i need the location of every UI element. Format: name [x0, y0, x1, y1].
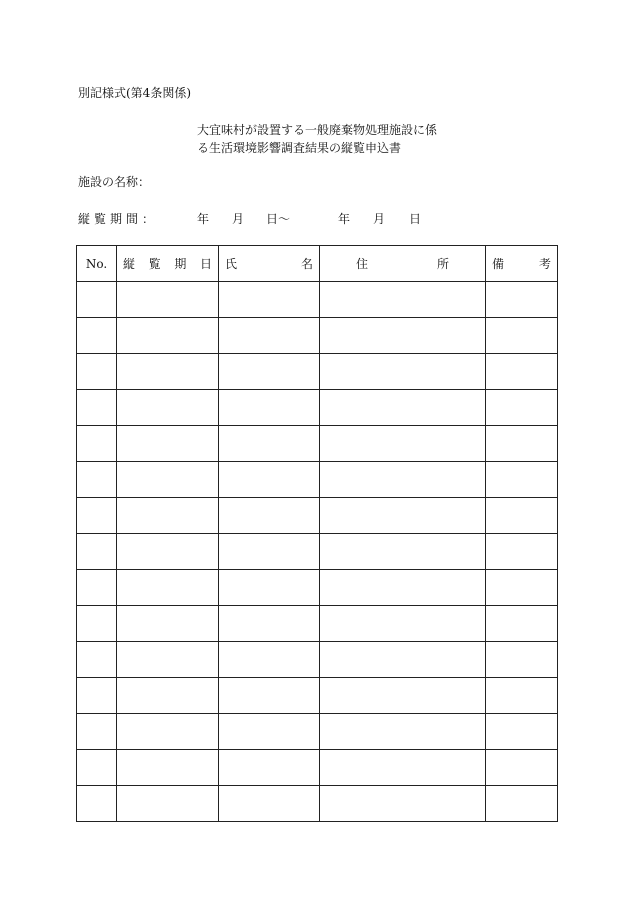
cell-name[interactable]: [219, 606, 320, 642]
header-char: 考: [538, 257, 551, 271]
period-month-2: 月: [373, 212, 386, 226]
header-char: 氏: [225, 257, 238, 271]
table-body: [77, 282, 558, 822]
cell-date[interactable]: [117, 570, 219, 606]
cell-date[interactable]: [117, 462, 219, 498]
table-row: [77, 354, 558, 390]
cell-remarks[interactable]: [486, 426, 558, 462]
cell-date[interactable]: [117, 318, 219, 354]
table-row: [77, 498, 558, 534]
cell-remarks[interactable]: [486, 606, 558, 642]
cell-no[interactable]: [77, 354, 117, 390]
table-row: [77, 786, 558, 822]
table-row: [77, 318, 558, 354]
form-style-label: 別記様式(第4条関係): [78, 86, 191, 100]
cell-date[interactable]: [117, 642, 219, 678]
cell-remarks[interactable]: [486, 498, 558, 534]
cell-no[interactable]: [77, 318, 117, 354]
cell-remarks[interactable]: [486, 318, 558, 354]
cell-no[interactable]: [77, 426, 117, 462]
cell-remarks[interactable]: [486, 390, 558, 426]
table-row: [77, 642, 558, 678]
cell-remarks[interactable]: [486, 282, 558, 318]
cell-name[interactable]: [219, 534, 320, 570]
column-header-name: [219, 246, 320, 282]
table-row: [77, 390, 558, 426]
cell-no[interactable]: [77, 570, 117, 606]
cell-date[interactable]: [117, 534, 219, 570]
cell-date[interactable]: [117, 606, 219, 642]
viewing-period-label: 縦覧期間：: [78, 212, 159, 226]
cell-address[interactable]: [320, 354, 486, 390]
cell-address[interactable]: [320, 570, 486, 606]
column-header-address: [320, 246, 486, 282]
table-row: [77, 606, 558, 642]
column-header-remarks: [486, 246, 558, 282]
header-char: 期: [174, 257, 187, 271]
cell-remarks[interactable]: [486, 678, 558, 714]
cell-date[interactable]: [117, 354, 219, 390]
table-row: [77, 426, 558, 462]
cell-name[interactable]: [219, 786, 320, 822]
cell-address[interactable]: [320, 606, 486, 642]
cell-address[interactable]: [320, 498, 486, 534]
cell-name[interactable]: [219, 678, 320, 714]
cell-remarks[interactable]: [486, 570, 558, 606]
form-title-line-2: る生活環境影響調査結果の縦覧申込書: [197, 141, 402, 155]
cell-remarks[interactable]: [486, 750, 558, 786]
cell-remarks[interactable]: [486, 354, 558, 390]
cell-name[interactable]: [219, 498, 320, 534]
period-day-2: 日: [409, 212, 422, 226]
period-year-2: 年: [338, 212, 351, 226]
cell-remarks[interactable]: [486, 786, 558, 822]
header-char: 名: [300, 257, 313, 271]
cell-name[interactable]: [219, 642, 320, 678]
table-row: [77, 570, 558, 606]
cell-address[interactable]: [320, 462, 486, 498]
cell-date[interactable]: [117, 498, 219, 534]
cell-date[interactable]: [117, 786, 219, 822]
cell-no[interactable]: [77, 462, 117, 498]
cell-date[interactable]: [117, 390, 219, 426]
cell-name[interactable]: [219, 354, 320, 390]
cell-name[interactable]: [219, 426, 320, 462]
cell-date[interactable]: [117, 426, 219, 462]
table-row: [77, 678, 558, 714]
table-row: [77, 750, 558, 786]
header-char: 日: [199, 257, 212, 271]
cell-no[interactable]: [77, 606, 117, 642]
cell-address[interactable]: [320, 282, 486, 318]
cell-no[interactable]: [77, 714, 117, 750]
cell-address[interactable]: [320, 678, 486, 714]
header-char: 住: [356, 257, 369, 271]
cell-date[interactable]: [117, 678, 219, 714]
table-row: [77, 714, 558, 750]
cell-remarks[interactable]: [486, 534, 558, 570]
cell-address[interactable]: [320, 534, 486, 570]
cell-name[interactable]: [219, 318, 320, 354]
header-char: 縦: [123, 257, 136, 271]
column-header-date: [117, 246, 219, 282]
cell-name[interactable]: [219, 462, 320, 498]
cell-name[interactable]: [219, 570, 320, 606]
cell-date[interactable]: [117, 282, 219, 318]
header-char: 備: [492, 257, 505, 271]
cell-remarks[interactable]: [486, 642, 558, 678]
cell-no[interactable]: [77, 534, 117, 570]
cell-no[interactable]: [77, 390, 117, 426]
cell-address[interactable]: [320, 750, 486, 786]
cell-address[interactable]: [320, 318, 486, 354]
table-row: [77, 534, 558, 570]
cell-address[interactable]: [320, 714, 486, 750]
period-year-1: 年: [197, 212, 210, 226]
cell-name[interactable]: [219, 750, 320, 786]
cell-no[interactable]: [77, 750, 117, 786]
cell-address[interactable]: [320, 642, 486, 678]
cell-remarks[interactable]: [486, 714, 558, 750]
cell-name[interactable]: [219, 282, 320, 318]
period-month-1: 月: [232, 212, 245, 226]
cell-name[interactable]: [219, 714, 320, 750]
period-day-1: 日～: [266, 212, 291, 226]
application-table: [76, 245, 558, 822]
facility-name-label: 施設の名称：: [78, 175, 151, 189]
cell-name[interactable]: [219, 390, 320, 426]
cell-no[interactable]: [77, 282, 117, 318]
cell-no[interactable]: [77, 642, 117, 678]
table-header-row: [77, 246, 558, 282]
cell-no[interactable]: [77, 498, 117, 534]
table-row: [77, 462, 558, 498]
cell-address[interactable]: [320, 786, 486, 822]
header-char: 覧: [148, 257, 161, 271]
cell-no[interactable]: [77, 786, 117, 822]
form-title-line-1: 大宜味村が設置する一般廃棄物処理施設に係: [197, 123, 438, 137]
table-row: [77, 282, 558, 318]
cell-date[interactable]: [117, 750, 219, 786]
cell-address[interactable]: [320, 426, 486, 462]
cell-address[interactable]: [320, 390, 486, 426]
column-header-no: No.: [77, 246, 117, 282]
cell-date[interactable]: [117, 714, 219, 750]
header-char: 所: [436, 257, 449, 271]
cell-remarks[interactable]: [486, 462, 558, 498]
cell-no[interactable]: [77, 678, 117, 714]
